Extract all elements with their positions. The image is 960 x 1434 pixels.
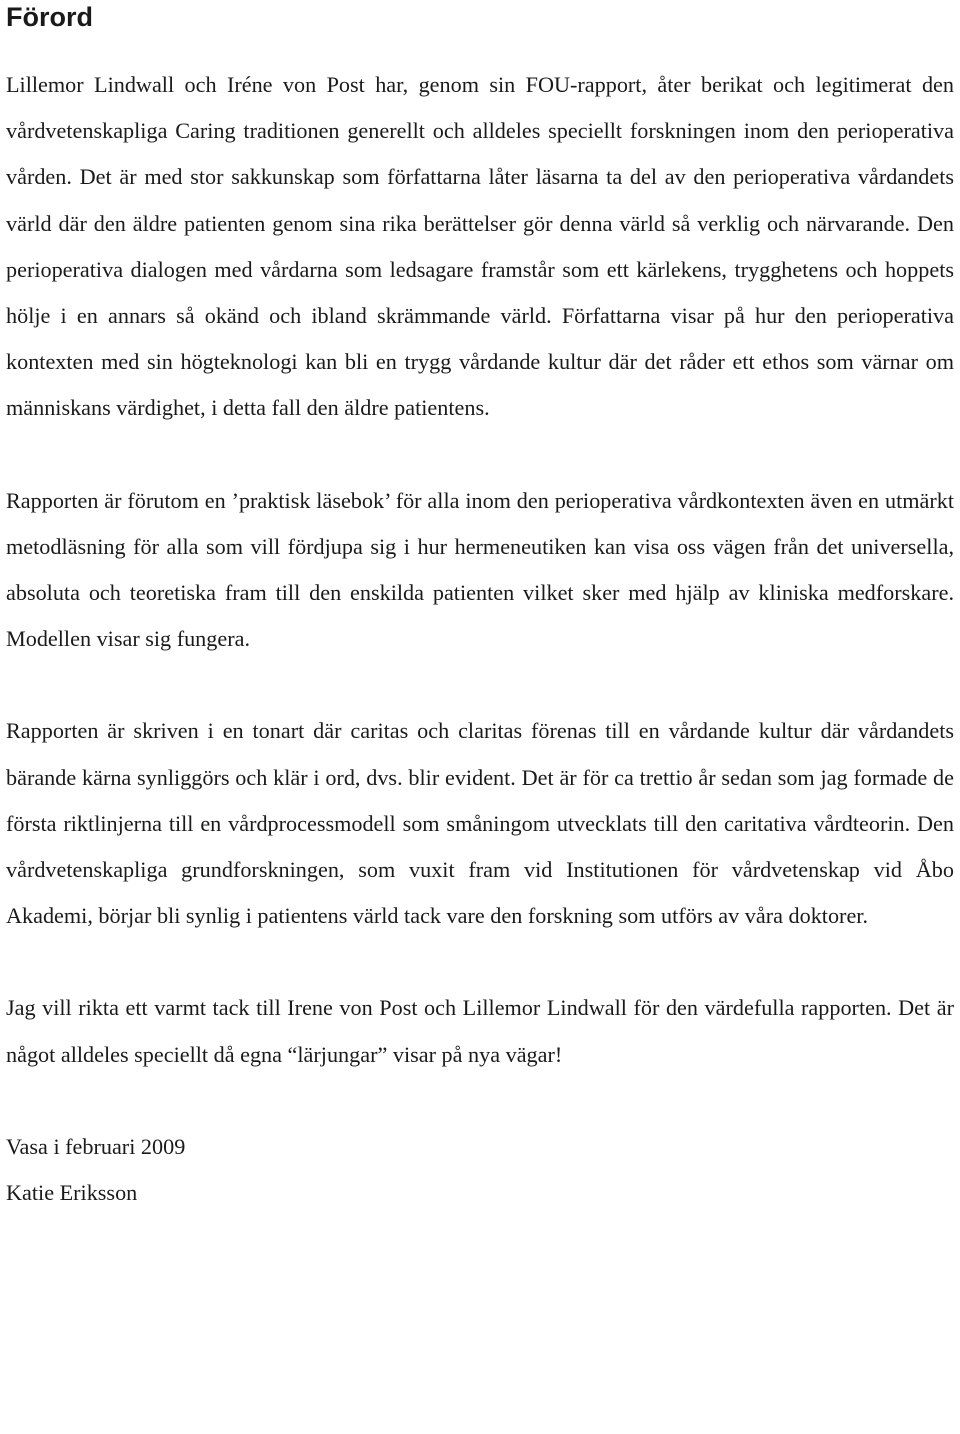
paragraph-4: Jag vill rikta ett varmt tack till Irene von Post och Lillemor Lindwall för den värdefulla rapporten. Det är något alldeles speciellt då egna “lärjungar” visar på nya vägar! bbox=[6, 995, 954, 1067]
author-signature: Katie Eriksson bbox=[6, 1180, 138, 1206]
paragraph-3: Rapporten är skriven i en tonart där caritas och claritas förenas till en vårdande kultur där vårdandets bärande kärna synliggörs och klär i ord, dvs. blir evident. Det är för ca trettio år sedan som jag formade de första riktlinjerna till en vårdprocessmodell som småningom utvecklats till den caritativa vårdteorin. Den vårdvetenskapliga grundforskningen, som vuxit fram vid Institutionen för vårdvetenskap vid Åbo Akademi, börjar bli synlig i patientens värld tack vare den forskning som utförs av våra doktorer. bbox=[6, 718, 954, 929]
paragraph-2: Rapporten är förutom en ’praktisk läsebok’ för alla inom den perioperativa vårdkontexten även en utmärkt metodläsning för alla som vill fördjupa sig i hur hermeneutiken kan visa oss vägen från det universella, absoluta och teoretiska fram till den enskilda patienten vilket sker med hjälp av kliniska medforskare. Modellen visar sig fungera. bbox=[6, 487, 954, 652]
place-date: Vasa i februari 2009 bbox=[6, 1133, 186, 1159]
page-title: Förord bbox=[6, 2, 93, 32]
paragraph-1: Lillemor Lindwall och Iréne von Post har, genom sin FOU-rapport, åter berikat och legitimerat den vårdvetenskapliga Caring traditionen generellt och alldeles speciellt forskningen inom den perioperativa vården. Det är med stor sakkunskap som författarna låter läsarna ta del av den perioperativa vårdandets värld där den äldre patienten genom sina rika berättelser gör denna värld så verklig och närvarande. Den perioperativa dialogen med vårdarna som ledsagare framstår som ett kärlekens, trygghetens och hoppets hölje i en annars så okänd och ibland skrämmande värld. Författarna visar på hur den perioperativa kontexten med sin högteknologi kan bli en trygg vårdande kultur där det råder ett ethos som värnar om människans värdighet, i detta fall den äldre patientens. bbox=[6, 72, 954, 421]
document-page bbox=[6, 0, 954, 1216]
